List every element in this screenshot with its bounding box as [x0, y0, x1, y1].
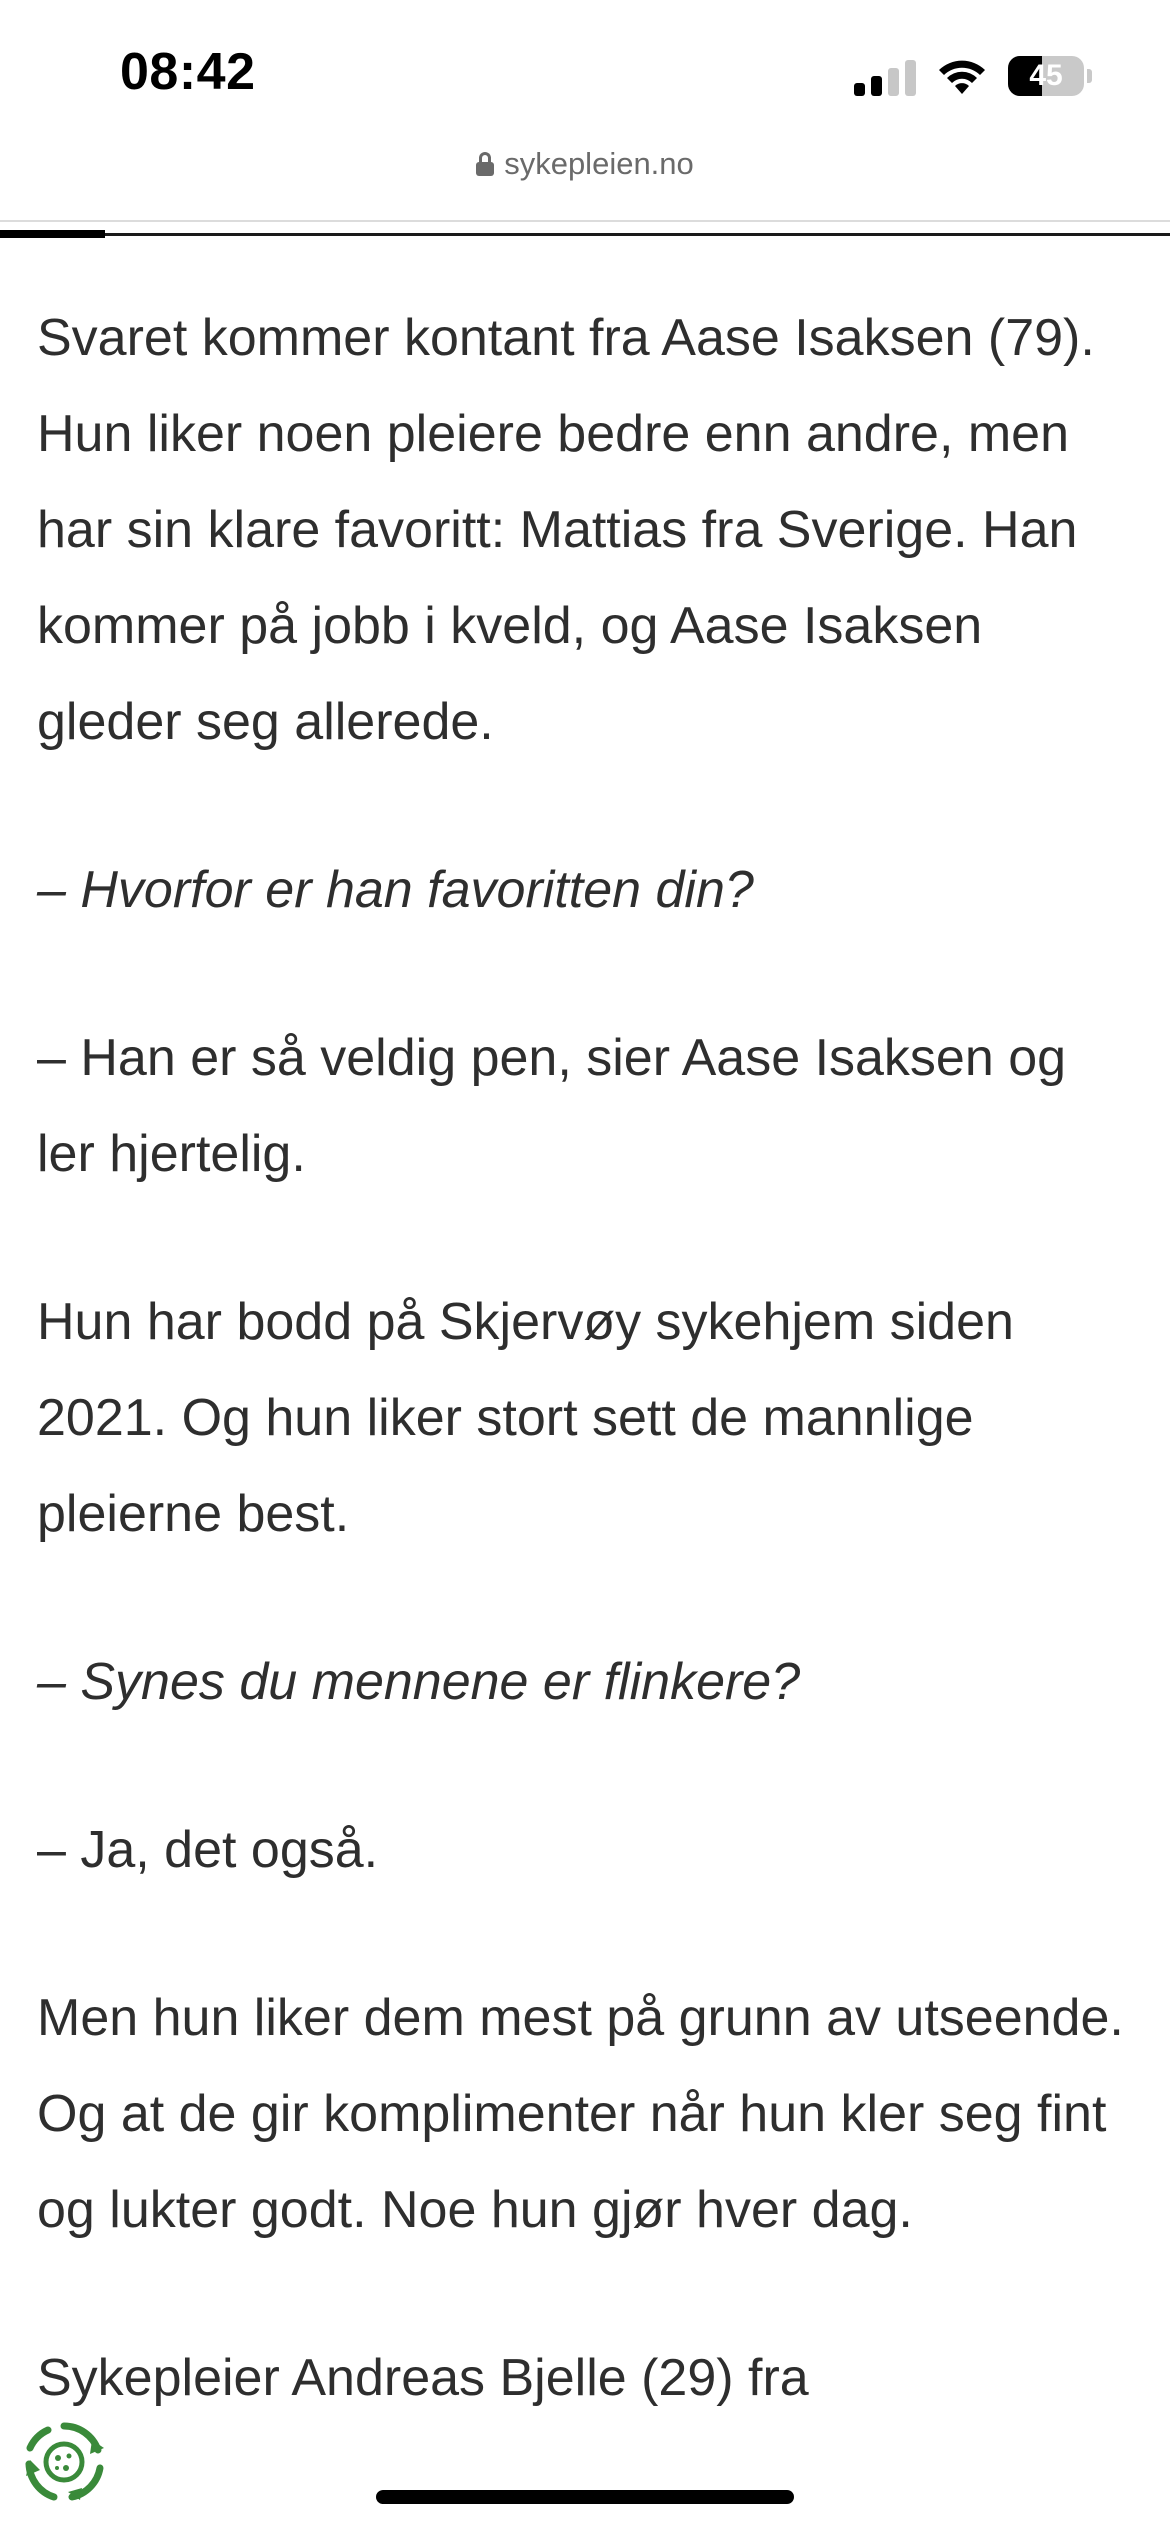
reading-progress-fill — [0, 230, 105, 238]
article-body — [37, 290, 1127, 2426]
article-paragraph: – Ja, det også. — [37, 1821, 379, 1879]
lock-icon — [476, 152, 494, 176]
wifi-icon — [936, 56, 988, 96]
signal-icon — [854, 58, 916, 96]
article-paragraph: Sykepleier Andreas Bjelle (29) fra — [37, 2349, 809, 2407]
toolbar-divider — [0, 220, 1170, 222]
article-question: – Hvorfor er han favoritten din? — [37, 861, 754, 919]
article-paragraph: Hun har bodd på Skjervøy sykehjem siden 2021. Og hun liker stort sett de mannlige pleierne best. — [37, 1293, 1014, 1543]
article-paragraph: Men hun liker dem mest på grunn av utseende. Og at de gir komplimenter når hun kler seg fint og lukter godt. Noe hun gjør hver dag. — [37, 1989, 1124, 2239]
battery-level: 45 — [1029, 59, 1063, 92]
battery-icon — [1008, 56, 1090, 96]
clock: 08:42 — [120, 43, 256, 101]
reading-progress-bar — [0, 233, 1170, 236]
address-bar[interactable] — [0, 140, 1170, 196]
article-paragraph: – Han er så veldig pen, sier Aase Isaksen og ler hjertelig. — [37, 1029, 1067, 1183]
url-domain[interactable]: sykepleien.no — [504, 146, 694, 181]
status-bar — [0, 0, 1170, 140]
article-paragraph: Svaret kommer kontant fra Aase Isaksen (79). Hun liker noen pleiere bedre enn andre, men har sin klare favoritt: Mattias fra Sverige. Han kommer på jobb i kveld, og Aase Isaksen gleder seg allerede. — [37, 309, 1095, 751]
article-question: – Synes du mennene er flinkere? — [37, 1653, 801, 1711]
cookie-settings-button[interactable] — [20, 2418, 108, 2506]
recycle-cookie-icon — [20, 2418, 108, 2506]
home-indicator[interactable] — [376, 2490, 794, 2504]
